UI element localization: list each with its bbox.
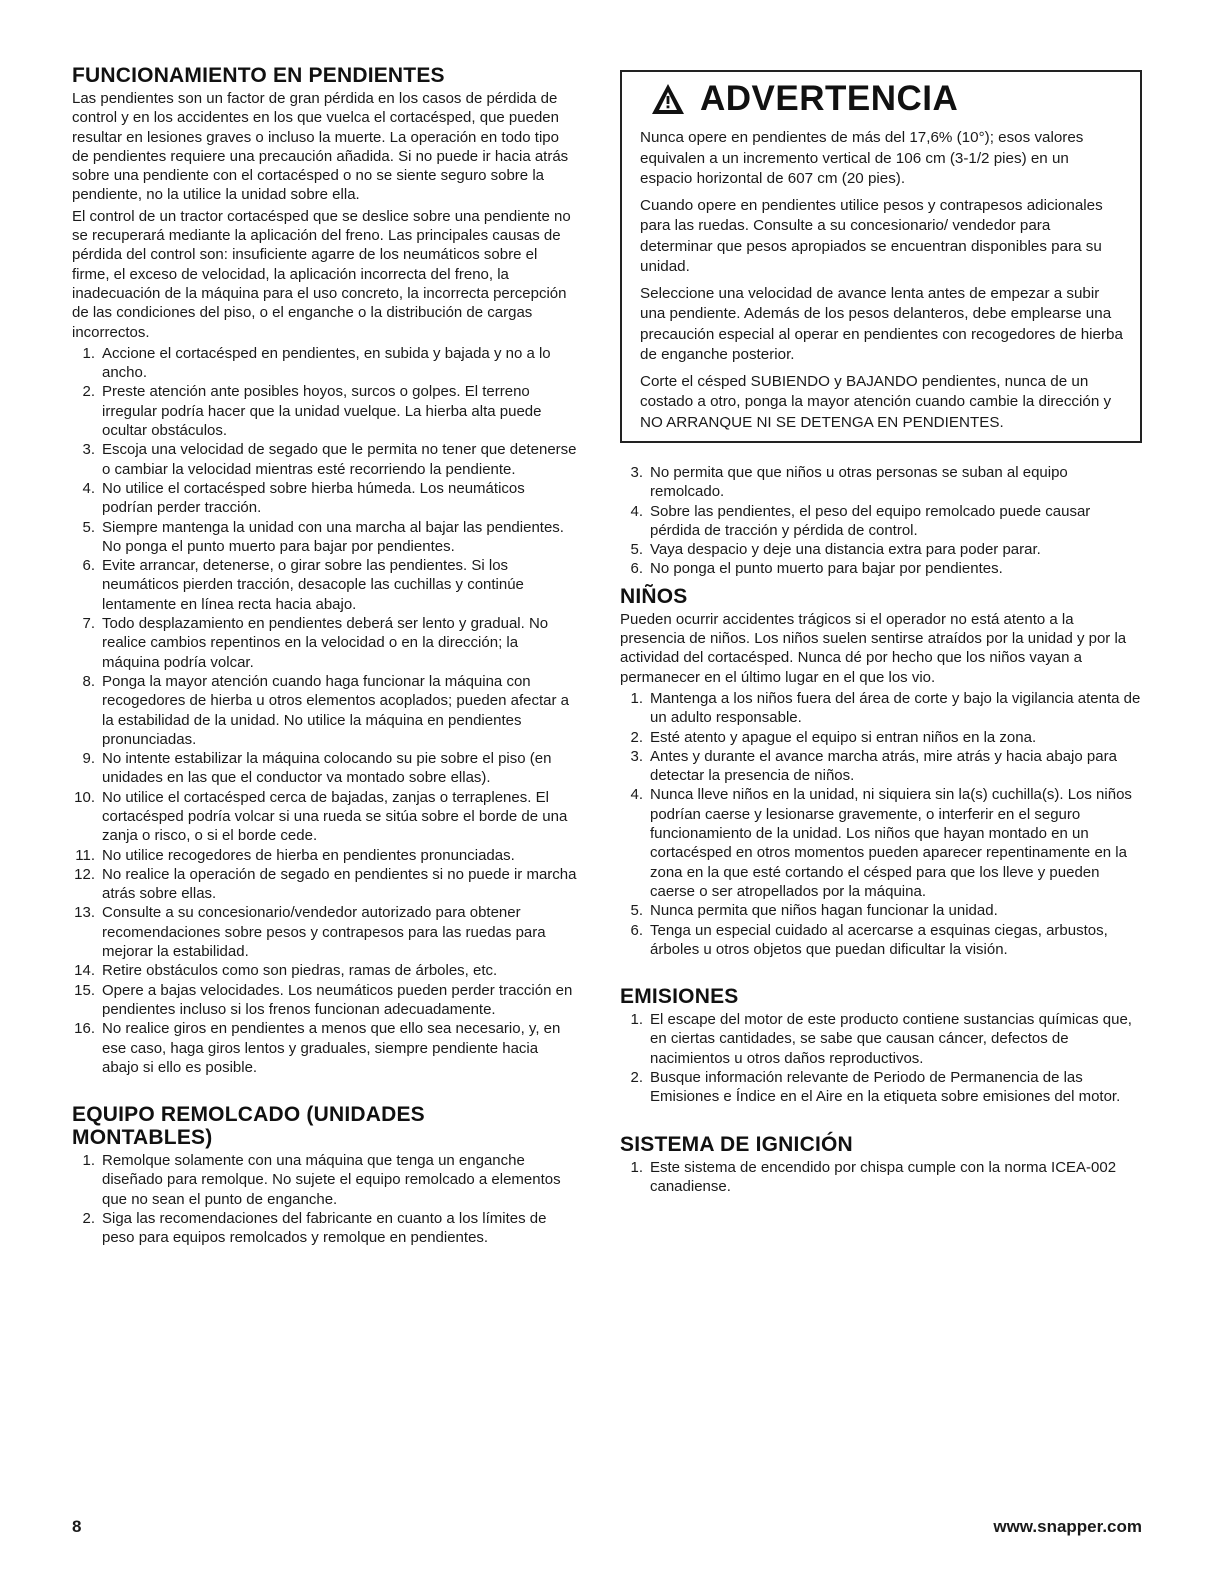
list-item: 1. Este sistema de encendido por chispa cumple con la norma ICEA-002 canadiense. — [630, 1158, 1117, 1195]
towed-heading: EQUIPO REMOLCADO (UNIDADES MONTABLES) — [72, 1103, 425, 1150]
page-number: 8 — [72, 1517, 82, 1536]
warning-paragraph-3: Seleccione una velocidad de avance lenta antes de empezar a subir una pendiente. Además de los pesos delanteros, debe emplearse una precaución especial al operar en pendientes con recogedores de hierba de enganche posterior. — [640, 284, 1123, 363]
warning-triangle-icon — [650, 82, 686, 116]
slopes-list — [72, 344, 578, 1077]
children-list — [620, 689, 1142, 959]
slopes-paragraph-2: El control de un tractor cortacésped que se deslice sobre una pendiente no se recuperará mediante la aplicación del freno. Las principales causas de pérdida del control son: insuficiente agarre de los neumáticos sobre el firme, el exceso de velocidad, la aplicación incorrecta del freno, la inadecuación de la máquina para el uso concreto, la incorrecta percepción de las condiciones del piso, o el enganche o la distribución de cargas incorrectos. — [72, 207, 571, 341]
list-item: 16. No realice giros en pendientes a menos que ello sea necesario, y, en ese caso, haga giros lentos y graduales, siempre pendiente hacia abajo si ello es posible. — [74, 1020, 561, 1076]
list-item: 7. Todo desplazamiento en pendientes deberá ser lento y gradual. No realice cambios repentinos en la velocidad o en la dirección; la máquina podría volcar. — [82, 615, 549, 671]
children-heading: NIÑOS — [620, 584, 688, 608]
list-item: 11. No utilice recogedores de hierba en pendientes pronunciadas. — [75, 846, 515, 864]
footer-url: www.snapper.com — [993, 1517, 1142, 1536]
warning-paragraph-4: Corte el césped SUBIENDO y BAJANDO pendientes, nunca de un costado a otro, ponga la mayor atención cuando cambie la dirección y NO ARRANQUE NI SE DETENGA EN PENDIENTES. — [640, 372, 1112, 431]
list-item: 3. Escoja una velocidad de segado que le permita no tener que detenerse o cambiar la velocidad mientras esté recorriendo la pendiente. — [82, 441, 577, 478]
list-item: 2. Siga las recomendaciones del fabricante en cuanto a los límites de peso para equipos remolcados y remolque en pendientes. — [82, 1210, 547, 1247]
list-item: 6. Evite arrancar, detenerse, o girar sobre las pendientes. Si los neumáticos pierden tracción, desacople las cuchillas y continúe lentamente en línea recta hacia abajo. — [82, 557, 524, 613]
list-item: 4. Sobre las pendientes, el peso del equipo remolcado puede causar pérdida de tracción y pérdida de control. — [630, 502, 1091, 539]
list-item: 4. Nunca lleve niños en la unidad, ni siquiera sin la(s) cuchilla(s). Los niños podrían caerse y lesionarse gravemente, o interferir en el seguro funcionamiento de la unidad. Los niños que hayan montado en un cortacésped en otros momentos pueden aparecer repentinamente en la zona en la que esté cortando el césped para que los lleve y pueden caerse o ser atropellados por la máquina. — [630, 786, 1132, 900]
list-item: 10. No utilice el cortacésped cerca de bajadas, zanjas o terraplenes. El cortacésped podría volcar si una rueda se sitúa sobre el borde de una zanja o risco, o si el borde cede. — [74, 788, 568, 845]
towed-list-continued — [620, 463, 1142, 579]
warning-paragraph-1: Nunca opere en pendientes de más del 17,6% (10°); esos valores equivalen a un incremento vertical de 106 cm (3-1/2 pies) en un espacio horizontal de 607 cm (20 pies). — [640, 129, 1084, 187]
list-item: 1. Mantenga a los niños fuera del área de corte y bajo la vigilancia atenta de un adulto responsable. — [630, 689, 1141, 727]
right-column — [620, 70, 1142, 1196]
list-item: 1. El escape del motor de este producto contiene sustancias químicas que, en ciertas cantidades, se sabe que causan cáncer, defectos de nacimientos u otros daños reproductivos. — [630, 1011, 1132, 1067]
slopes-paragraph-1: Las pendientes son un factor de gran pérdida en los casos de pérdida de control y en los accidentes en los que vuelca el cortacésped, que pueden resultar en lesiones graves o incluso la muerte. La operación en todo tipo de pendientes requiere una precaución añadida. Si no puede ir hacia atrás sobre una pendiente con el cortacésped o no se siente seguro sobre la pendiente, no la utilice la unidad sobre ella. — [72, 90, 569, 204]
list-item: 6. Tenga un especial cuidado al acercarse a esquinas ciegas, arbustos, árboles u otros objetos que puedan dificultar la visión. — [630, 921, 1108, 958]
list-item: 5. Vaya despacio y deje una distancia extra para poder parar. — [630, 541, 1041, 559]
list-item: 14. Retire obstáculos como son piedras, ramas de árboles, etc. — [74, 962, 498, 980]
warning-paragraph-2: Cuando opere en pendientes utilice pesos y contrapesos adicionales para las ruedas. Consulte a su concesionario/ vendedor para determinar que pesos apropiados se encuentran disponibles para su unidad. — [640, 196, 1103, 275]
list-item: 2. Preste atención ante posibles hoyos, surcos o golpes. El terreno irregular podría hacer que la unidad vuelque. La hierba alta puede ocultar obstáculos. — [82, 383, 542, 440]
list-item: 8. Ponga la mayor atención cuando haga funcionar la máquina con recogedores de hierba u otros elementos acoplados; pueden afectar a la estabilidad de la unidad. No utilice la máquina en pendientes pronunciadas. — [82, 672, 569, 748]
list-item: 2. Esté atento y apague el equipo si entran niños en la zona. — [630, 728, 1037, 746]
warning-box — [620, 70, 1142, 443]
list-item: 1. Accione el cortacésped en pendientes, en subida y bajada y no a lo ancho. — [82, 344, 551, 382]
list-item: 5. Nunca permita que niños hagan funcionar la unidad. — [630, 902, 998, 920]
emissions-list — [620, 1010, 1142, 1106]
list-item: 6. No ponga el punto muerto para bajar por pendientes. — [630, 560, 1003, 578]
emissions-heading: EMISIONES — [620, 985, 739, 1009]
left-column — [72, 64, 578, 1248]
list-item: 3. No permita que que niños u otras personas se suban al equipo remolcado. — [630, 464, 1068, 501]
towed-list — [72, 1151, 578, 1247]
list-item: 4. No utilice el cortacésped sobre hierba húmeda. Los neumáticos podrían perder tracción. — [82, 479, 525, 517]
list-item: 5. Siempre mantenga la unidad con una marcha al bajar las pendientes. No ponga el punto muerto para bajar por pendientes. — [82, 518, 564, 555]
children-paragraph: Pueden ocurrir accidentes trágicos si el operador no está atento a la presencia de niños. Los niños suelen sentirse atraídos por la unidad y por la actividad del cortacésped. Nunca dé por hecho que los niños vayan a permanecer en el último lugar en el que los vio. — [620, 610, 1127, 686]
ignition-heading: SISTEMA DE IGNICIÓN — [620, 1132, 853, 1156]
list-item: 15. Opere a bajas velocidades. Los neumáticos pueden perder tracción en pendientes incluso si los frenos funcionan adecuadamente. — [74, 981, 573, 1018]
slopes-heading: FUNCIONAMIENTO EN PENDIENTES — [72, 64, 445, 87]
list-item: 13. Consulte a su concesionario/vendedor autorizado para obtener recomendaciones sobre pesos y contrapesos para las ruedas para mejorar la estabilidad. — [74, 904, 546, 961]
list-item: 2. Busque información relevante de Periodo de Permanencia de las Emisiones e Índice en el Aire en la etiqueta sobre emisiones del motor. — [630, 1069, 1121, 1106]
list-item: 3. Antes y durante el avance marcha atrás, mire atrás y hacia abajo para detectar la presencia de niños. — [630, 747, 1117, 785]
list-item: 9. No intente estabilizar la máquina colocando su pie sobre el piso (en unidades en las que el conductor va montado sobre ellas). — [82, 750, 552, 787]
warning-title — [642, 78, 1124, 120]
list-item: 12. No realice la operación de segado en pendientes si no puede ir marcha atrás sobre ellas. — [74, 865, 577, 903]
list-item: 1. Remolque solamente con una máquina que tenga un enganche diseñado para remolque. No sujete el equipo remolcado a elementos que no sean el punto de enganche. — [82, 1152, 561, 1208]
ignition-list — [620, 1158, 1142, 1197]
warning-title-text: ADVERTENCIA — [700, 79, 959, 118]
